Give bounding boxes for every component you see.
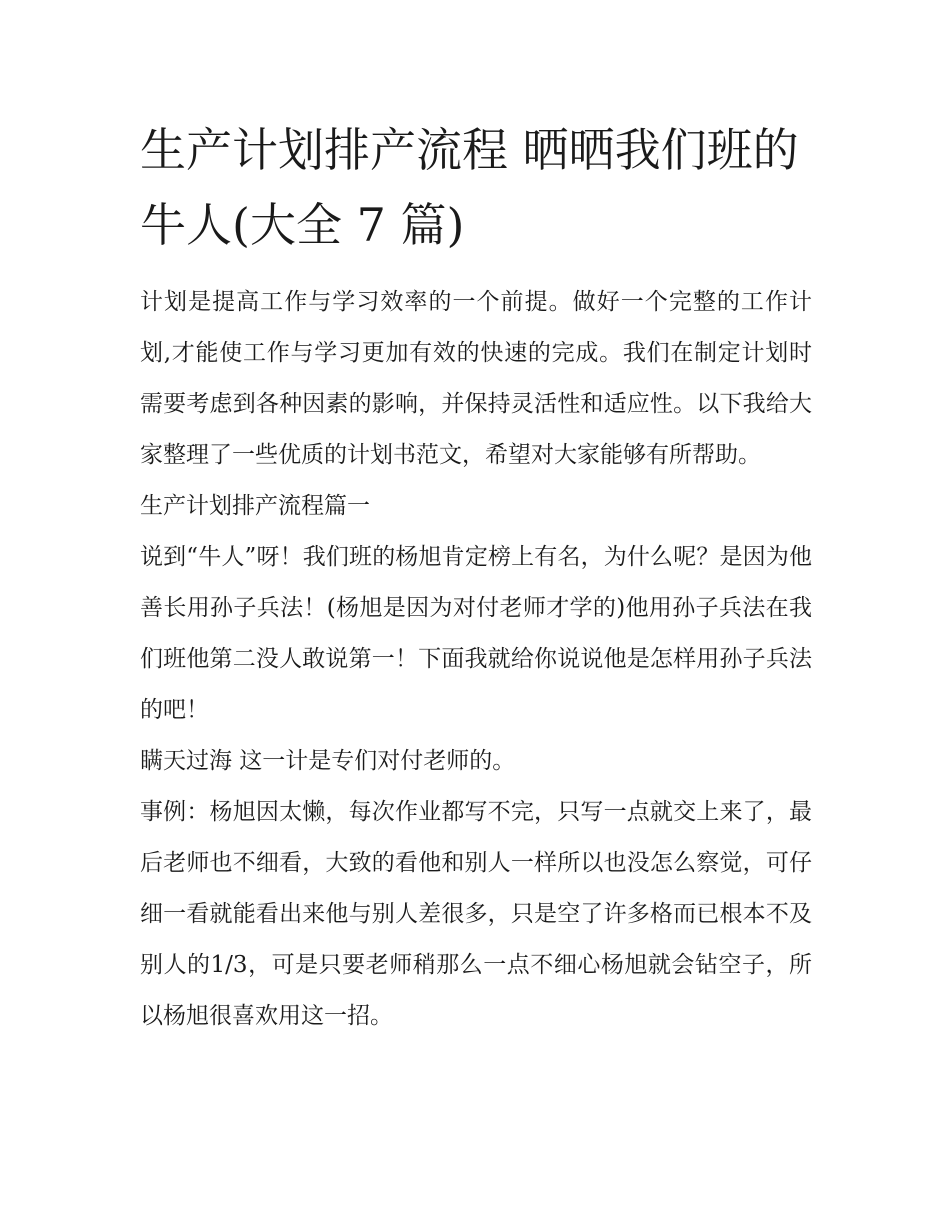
document-title: 生产计划排产流程 晒晒我们班的牛人(大全 7 篇) [140, 123, 799, 252]
example-paragraph: 事例：杨旭因太懒，每次作业都写不完，只写一点就交上来了，最后老师也不细看，大致的看他和别人一样所以也没怎么察觉，可仔细一看就能看出来他与别人差很多，只是空了许多格而已根本不及别人的1/3，可是只要老师稍那么一点不细心杨旭就会钻空子，所以杨旭很喜欢用这一招。 [140, 799, 812, 1029]
section-heading: 生产计划排产流程篇一 [140, 493, 370, 519]
intro-paragraph: 计划是提高工作与学习效率的一个前提。做好一个完整的工作计划,才能使工作与学习更加有效的快速的完成。我们在制定计划时需要考虑到各种因素的影响，并保持灵活性和适应性。以下我给大家整理了一些优质的计划书范文，希望对大家能够有所帮助。 [140, 289, 812, 468]
document-body [140, 277, 812, 1042]
story-paragraph: 说到“牛人”呀！我们班的杨旭肯定榜上有名，为什么呢？是因为他善长用孙子兵法！(杨旭是因为对付老师才学的)他用孙子兵法在我们班他第二没人敢说第一！下面我就给你说说他是怎样用孙子兵法的吧！ [140, 544, 812, 723]
strategy-line: 瞒天过海 这一计是专们对付老师的。 [140, 748, 516, 774]
document-content [140, 113, 812, 1042]
